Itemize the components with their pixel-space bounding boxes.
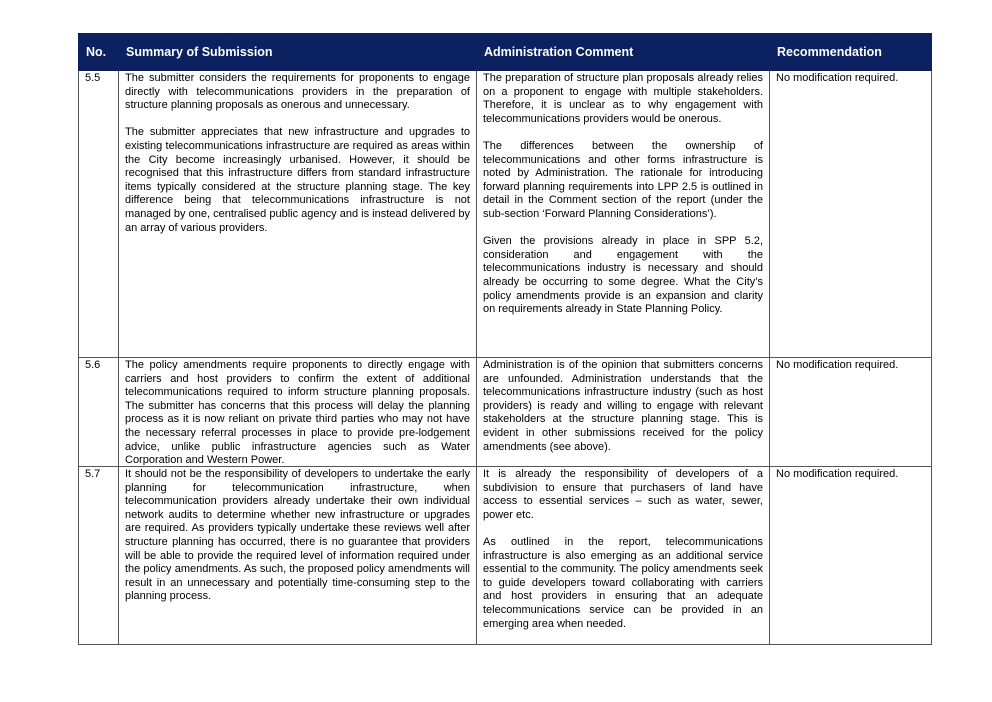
recommendation-cell: No modification required. [770,358,932,467]
summary-cell [119,467,477,645]
summary-cell [119,358,477,467]
admin-comment-cell [477,71,770,358]
admin-paragraph: Administration is of the opinion that submitters concerns are unfounded. Administration understands that the telecommunications infrastructure industry (such as host providers) is ready and willing to engage with relevant stakeholders at the structure planning stage. This is evident in other submissions received for the policy amendments (see above). [483,359,763,453]
admin-paragraph: The preparation of structure plan proposals already relies on a proponent to engage with multiple stakeholders. Therefore, it is unclear as to why engagement with telecommunications providers would be onerous. [483,72,763,125]
admin-paragraph: As outlined in the report, telecommunications infrastructure is also emerging as an additional service essential to the community. The policy amendments seek to guide developers toward collaborating with carriers and host providers in ensuring that an adequate telecommunications service can be provided in an emerging area when needed. [483,535,763,630]
table-row [79,467,932,645]
header-summary: Summary of Submission [119,34,477,71]
admin-paragraph: Given the provisions already in place in SPP 5.2, consideration and engagement with the telecommunications industry is necessary and should already be occurring to some degree. What the City’s policy amendments provide is an expansion and clarity on requirements already in State Planning Policy. [483,235,763,316]
row-number: 5.7 [79,467,119,645]
table-row [79,71,932,358]
admin-paragraph: The differences between the ownership of telecommunications and other forms infrastructure is noted by Administration. The rationale for introducing forward planning requirements into LPP 2.5 is outlined in detail in the Comment section of the report (under the sub-section ‘Forward Planning Considerations’). [483,139,763,220]
summary-paragraph: The submitter considers the requirements for proponents to engage directly with telecommunications providers in the preparation of structure planning proposals as onerous and unnecessary. [125,72,470,112]
admin-comment-cell [477,467,770,645]
summary-paragraph: The submitter appreciates that new infrastructure and upgrades to existing telecommunications infrastructure are required as areas within the City become increasingly urbanised. However, it should be recognised that this infrastructure differs from standard infrastructure items typically considered at the structure planning stage. The key difference being that telecommunications infrastructure is not managed by one, centralised public agency and is instead delivered by an array of various providers. [125,126,470,234]
table-row [79,358,932,467]
header-no: No. [79,34,119,71]
summary-paragraph: The policy amendments require proponents to directly engage with carriers and host providers to confirm the extent of additional telecommunications required to inform structure planning proposals. The submitter has concerns that this process will delay the planning process as it is now reliant on private third parties who may not have the necessary referral processes in place to provide pre-lodgement advice, unlike public infrastructure agencies such as Water Corporation and Western Power. [125,359,470,465]
recommendation-cell: No modification required. [770,467,932,645]
admin-paragraph: It is already the responsibility of developers of a subdivision to ensure that purchasers of land have access to essential services – such as water, sewer, power etc. [483,468,763,521]
row-number: 5.6 [79,358,119,467]
summary-paragraph: It should not be the responsibility of developers to undertake the early planning for telecommunication infrastructure, when telecommunication providers already undertake their own individual network audits to determine whether new infrastructure or upgrades are required. As providers typically undertake these reviews well after structure planning has occurred, there is no guarantee that providers will be able to provide the required level of information required under the policy amendments. As such, the proposed policy amendments will result in an unnecessary and potentially time-consuming step to the planning process. [125,468,470,603]
row-number: 5.5 [79,71,119,358]
admin-comment-cell [477,358,770,467]
submissions-table [78,33,932,645]
header-recommendation: Recommendation [770,34,932,71]
recommendation-cell: No modification required. [770,71,932,358]
header-row [79,34,932,71]
header-admin-comment: Administration Comment [477,34,770,71]
summary-cell [119,71,477,358]
